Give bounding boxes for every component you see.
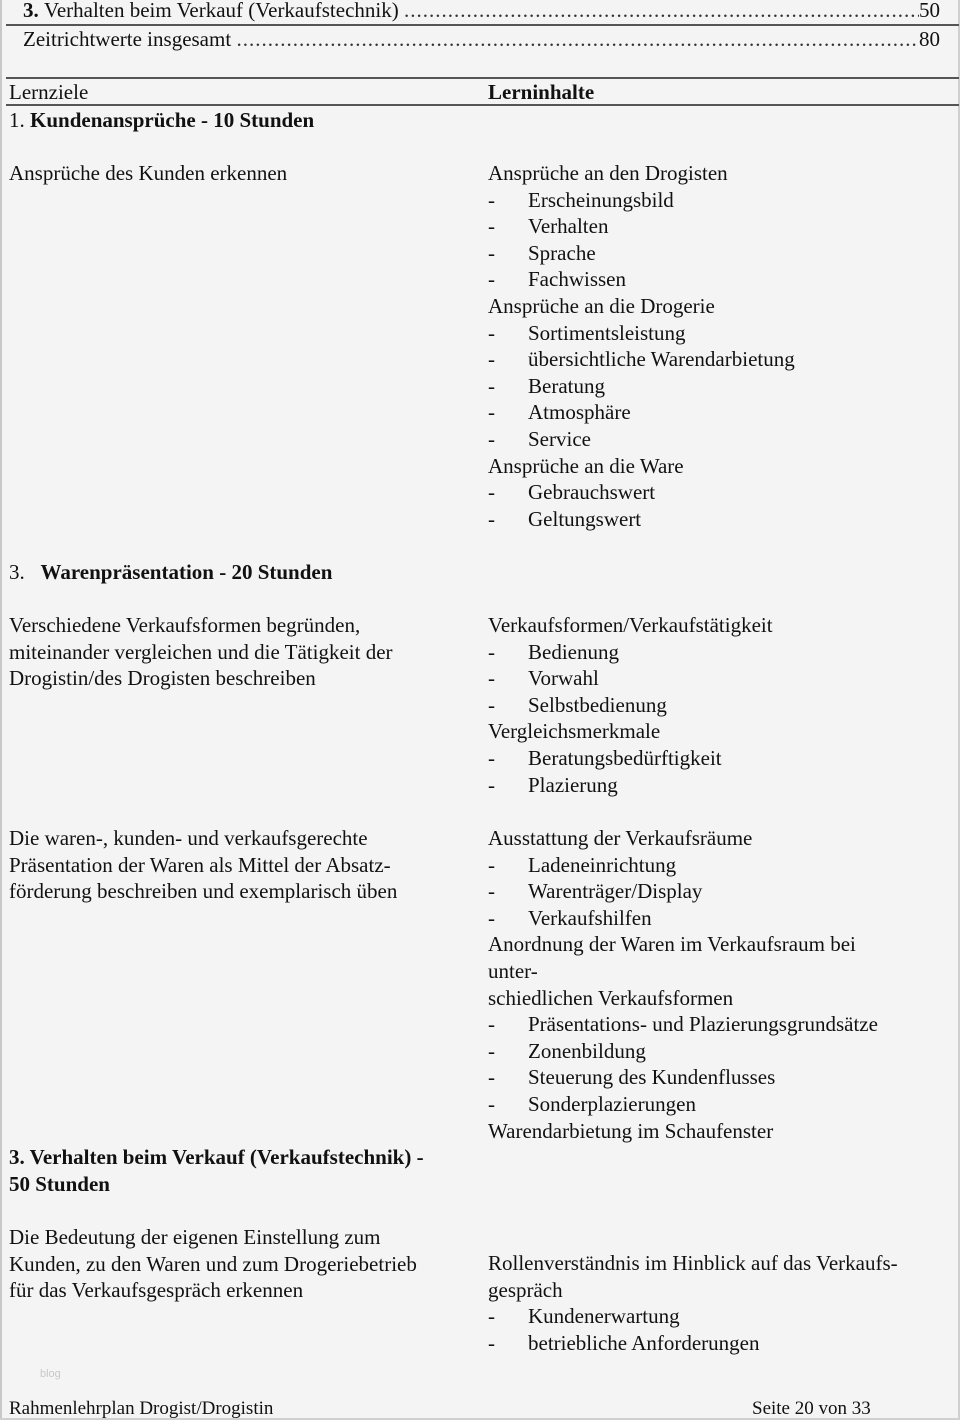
dash-bullet-icon: - bbox=[488, 852, 495, 877]
footer-document-title: Rahmenlehrplan Drogist/Drogistin bbox=[9, 1398, 274, 1419]
toc-label: Zeitrichtwerte insgesamt bbox=[23, 27, 232, 51]
learning-content-list bbox=[488, 612, 773, 798]
bullet-text: Beratungsbedürftigkeit bbox=[528, 745, 722, 770]
toc-leader bbox=[236, 27, 919, 51]
toc-value: 80 bbox=[919, 27, 940, 51]
learning-content-list bbox=[488, 825, 878, 1144]
content-bullet bbox=[488, 1064, 878, 1091]
content-bullet bbox=[488, 399, 795, 426]
content-bullet bbox=[488, 1330, 898, 1357]
section-heading-verkaufstechnik bbox=[9, 1144, 424, 1197]
content-bullet bbox=[488, 213, 795, 240]
page-border-left bbox=[0, 0, 2, 1420]
content-heading: Rollenverständnis im Hinblick auf das Verkaufs- bbox=[488, 1251, 898, 1275]
toc-label: Verhalten beim Verkauf (Verkaufstechnik) bbox=[44, 0, 399, 22]
content-bullet bbox=[488, 240, 795, 267]
section-number: 1. bbox=[9, 108, 25, 132]
bullet-text: Geltungswert bbox=[528, 506, 642, 531]
content-heading: Ansprüche an den Drogisten bbox=[488, 161, 728, 185]
watermark: blog bbox=[40, 1368, 61, 1380]
content-heading: Ausstattung der Verkaufsräume bbox=[488, 826, 753, 850]
dash-bullet-icon: - bbox=[488, 905, 495, 930]
goal-line: Die waren-, kunden- und verkaufsgerechte bbox=[9, 826, 368, 850]
content-heading: schiedlichen Verkaufsformen bbox=[488, 985, 734, 1010]
content-bullet bbox=[488, 479, 795, 506]
bullet-text: Erscheinungsbild bbox=[528, 187, 674, 212]
section-title: Warenpräsentation - 20 Stunden bbox=[40, 560, 333, 584]
dash-bullet-icon: - bbox=[488, 1091, 495, 1116]
learning-goal bbox=[9, 160, 287, 187]
dash-bullet-icon: - bbox=[488, 1330, 495, 1355]
bullet-text: Sprache bbox=[528, 240, 596, 265]
toc-leader bbox=[404, 0, 919, 22]
goal-line: für das Verkaufsgespräch erkennen bbox=[9, 1278, 304, 1303]
dash-bullet-icon: - bbox=[488, 772, 495, 797]
goal-line: miteinander vergleichen und die Tätigkeit der bbox=[9, 639, 393, 664]
dash-bullet-icon: - bbox=[488, 506, 495, 531]
dash-bullet-icon: - bbox=[488, 187, 495, 212]
goal-line: Präsentation der Waren als Mittel der Absatz- bbox=[9, 852, 391, 877]
dash-bullet-icon: - bbox=[488, 267, 495, 292]
table-top-rule bbox=[6, 77, 959, 79]
toc-row bbox=[23, 0, 940, 22]
content-bullet bbox=[488, 187, 795, 214]
learning-content-list bbox=[488, 160, 795, 532]
toc-value: 50 bbox=[919, 0, 940, 22]
bullet-text: Gebrauchswert bbox=[528, 480, 656, 505]
toc-number: 3. bbox=[23, 0, 39, 22]
bullet-text: Präsentations- und Plazierungsgrundsätze bbox=[528, 1012, 878, 1037]
bullet-text: Fachwissen bbox=[528, 267, 626, 292]
content-bullet bbox=[488, 905, 878, 932]
goal-line: Verschiedene Verkaufsformen begründen, bbox=[9, 613, 361, 637]
dash-bullet-icon: - bbox=[488, 745, 495, 770]
bullet-text: Warenträger/Display bbox=[528, 879, 703, 904]
dash-bullet-icon: - bbox=[488, 879, 495, 904]
dash-bullet-icon: - bbox=[488, 692, 495, 717]
content-bullet bbox=[488, 852, 878, 879]
goal-line: Ansprüche des Kunden erkennen bbox=[9, 161, 288, 185]
content-bullet bbox=[488, 373, 795, 400]
content-bullet bbox=[488, 346, 795, 373]
goal-line: Kunden, zu den Waren und zum Drogeriebetrieb bbox=[9, 1251, 417, 1276]
bullet-text: Steuerung des Kundenflusses bbox=[528, 1065, 776, 1090]
content-heading: Verkaufsformen/Verkaufstätigkeit bbox=[488, 613, 773, 637]
goal-line: Die Bedeutung der eigenen Einstellung zum bbox=[9, 1225, 381, 1249]
goal-line: förderung beschreiben und exemplarisch üben bbox=[9, 879, 398, 904]
divider bbox=[6, 24, 959, 26]
learning-goal bbox=[9, 612, 393, 692]
section-title: 50 Stunden bbox=[9, 1171, 110, 1196]
section-title: 3. Verhalten beim Verkauf (Verkaufstechnik) - bbox=[9, 1145, 424, 1169]
bullet-text: Selbstbedienung bbox=[528, 692, 667, 717]
learning-goal bbox=[9, 1224, 417, 1304]
goal-line: Drogistin/des Drogisten beschreiben bbox=[9, 666, 316, 691]
bullet-text: Atmosphäre bbox=[528, 400, 631, 425]
bullet-text: Plazierung bbox=[528, 772, 618, 797]
content-heading: gespräch bbox=[488, 1277, 563, 1302]
dash-bullet-icon: - bbox=[488, 639, 495, 664]
section-title: Kundenansprüche - 10 Stunden bbox=[30, 108, 315, 132]
bullet-text: Sonderplazierungen bbox=[528, 1091, 696, 1116]
bullet-text: Verhalten bbox=[528, 214, 609, 239]
dash-bullet-icon: - bbox=[488, 400, 495, 425]
learning-content-list bbox=[488, 1250, 898, 1356]
content-heading: Vergleichsmerkmale bbox=[488, 719, 661, 744]
section-heading-warenpraesentation bbox=[9, 559, 332, 586]
content-bullet bbox=[488, 745, 773, 772]
content-bullet bbox=[488, 320, 795, 347]
learning-goal bbox=[9, 825, 397, 905]
bullet-text: Beratung bbox=[528, 373, 605, 398]
bullet-text: Verkaufshilfen bbox=[528, 905, 652, 930]
content-bullet bbox=[488, 878, 878, 905]
content-heading: Ansprüche an die Drogerie bbox=[488, 293, 715, 318]
dash-bullet-icon: - bbox=[488, 320, 495, 345]
content-heading: Anordnung der Waren im Verkaufsraum bei bbox=[488, 932, 856, 957]
content-bullet bbox=[488, 639, 773, 666]
column-header-lerninhalte: Lerninhalte bbox=[488, 80, 595, 104]
content-bullet bbox=[488, 1091, 878, 1118]
bullet-text: Service bbox=[528, 426, 591, 451]
bullet-text: Vorwahl bbox=[528, 666, 599, 691]
content-heading: Ansprüche an die Ware bbox=[488, 453, 684, 478]
bullet-text: betriebliche Anforderungen bbox=[528, 1330, 760, 1355]
dash-bullet-icon: - bbox=[488, 1038, 495, 1063]
section-number: 3. bbox=[9, 560, 25, 584]
content-bullet bbox=[488, 665, 773, 692]
dash-bullet-icon: - bbox=[488, 240, 495, 265]
dash-bullet-icon: - bbox=[488, 1012, 495, 1037]
content-bullet bbox=[488, 506, 795, 533]
content-heading: Warendarbietung im Schaufenster bbox=[488, 1118, 774, 1143]
dash-bullet-icon: - bbox=[488, 373, 495, 398]
content-bullet bbox=[488, 1303, 898, 1330]
bullet-text: Bedienung bbox=[528, 639, 619, 664]
bullet-text: Sortimentsleistung bbox=[528, 320, 686, 345]
bullet-text: Ladeneinrichtung bbox=[528, 852, 677, 877]
bullet-text: Kundenerwartung bbox=[528, 1304, 680, 1329]
dash-bullet-icon: - bbox=[488, 480, 495, 505]
table-header-rule bbox=[6, 104, 959, 106]
section-heading-kundenansprueche bbox=[9, 107, 314, 134]
content-bullet bbox=[488, 266, 795, 293]
content-heading: unter- bbox=[488, 958, 538, 983]
dash-bullet-icon: - bbox=[488, 426, 495, 451]
toc-row-total bbox=[23, 27, 940, 51]
footer-page-number: Seite 20 von 33 bbox=[752, 1398, 871, 1419]
content-bullet bbox=[488, 692, 773, 719]
bullet-text: übersichtliche Warendarbietung bbox=[528, 347, 795, 372]
dash-bullet-icon: - bbox=[488, 1065, 495, 1090]
column-header-lernziele: Lernziele bbox=[9, 80, 89, 104]
bullet-text: Zonenbildung bbox=[528, 1038, 646, 1063]
content-bullet bbox=[488, 426, 795, 453]
dash-bullet-icon: - bbox=[488, 214, 495, 239]
dash-bullet-icon: - bbox=[488, 666, 495, 691]
dash-bullet-icon: - bbox=[488, 347, 495, 372]
content-bullet bbox=[488, 1038, 878, 1065]
content-bullet bbox=[488, 1011, 878, 1038]
content-bullet bbox=[488, 772, 773, 799]
dash-bullet-icon: - bbox=[488, 1304, 495, 1329]
